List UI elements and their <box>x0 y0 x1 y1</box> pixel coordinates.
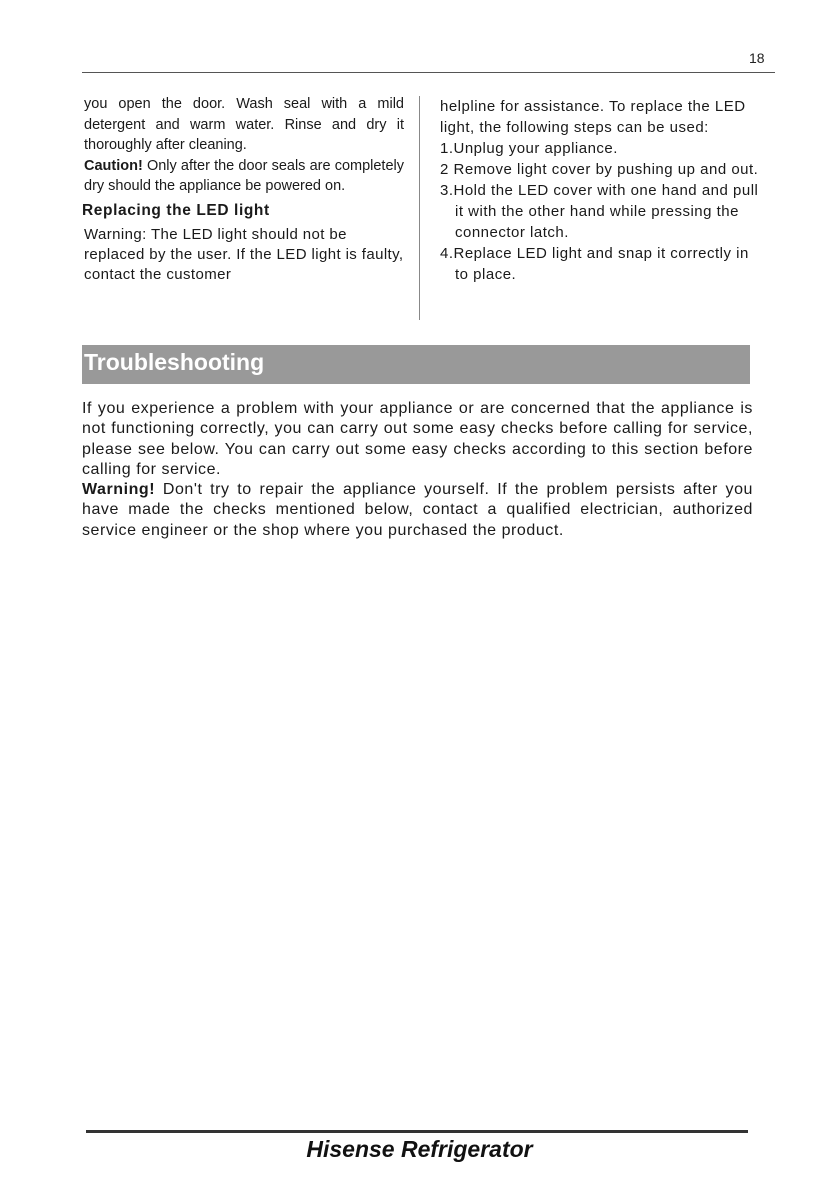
list-item: 1.Unplug your appliance. <box>440 140 618 157</box>
list-item: 4.Replace LED light and snap it correctly in to place. <box>440 245 749 283</box>
troubleshooting-warning <box>82 480 753 541</box>
list-item: 2 Remove light cover by pushing up and out. <box>440 161 759 178</box>
led-warning-text: Warning: The LED light should not be replaced by the user. If the LED light is faulty, contact the customer <box>84 225 404 283</box>
seal-cleaning-paragraph: you open the door. Wash seal with a mild detergent and warm water. Rinse and dry it thoroughly after cleaning. <box>84 96 404 154</box>
brand-footer: Hisense Refrigerator <box>306 1136 533 1162</box>
page-number: 18 <box>749 50 765 66</box>
led-replacement-heading: Replacing the LED light <box>82 201 270 219</box>
column-divider <box>419 96 420 320</box>
list-item: 3.Hold the LED cover with one hand and pull it with the other hand while pressing the connector latch. <box>440 182 759 241</box>
left-column <box>84 94 404 285</box>
top-rule <box>82 72 775 73</box>
warning-text: Don't try to repair the appliance yourself. If the problem persists after you have made the checks mentioned below, contact a qualified electrician, authorized service engineer or the shop where you purchased the product. <box>82 481 754 539</box>
caution-text: Only after the door seals are completely dry should the appliance be powered on. <box>84 157 404 195</box>
caution-paragraph <box>84 156 404 197</box>
troubleshooting-body <box>82 399 753 541</box>
section-title: Troubleshooting <box>84 349 265 375</box>
right-column <box>440 96 760 285</box>
caution-label: Caution! <box>84 157 143 174</box>
led-steps-intro: helpline for assistance. To replace the LED light, the following steps can be used: <box>440 98 746 136</box>
led-steps-list <box>440 138 760 285</box>
warning-label: Warning! <box>82 481 156 499</box>
troubleshooting-intro: If you experience a problem with your appliance or are concerned that the appliance is not functioning correctly, you can carry out some easy checks before calling for service, please see below. You can carry out some easy checks according to this section before calling for service. <box>82 400 753 478</box>
troubleshooting-header-band <box>82 345 750 384</box>
bottom-rule <box>86 1130 748 1133</box>
